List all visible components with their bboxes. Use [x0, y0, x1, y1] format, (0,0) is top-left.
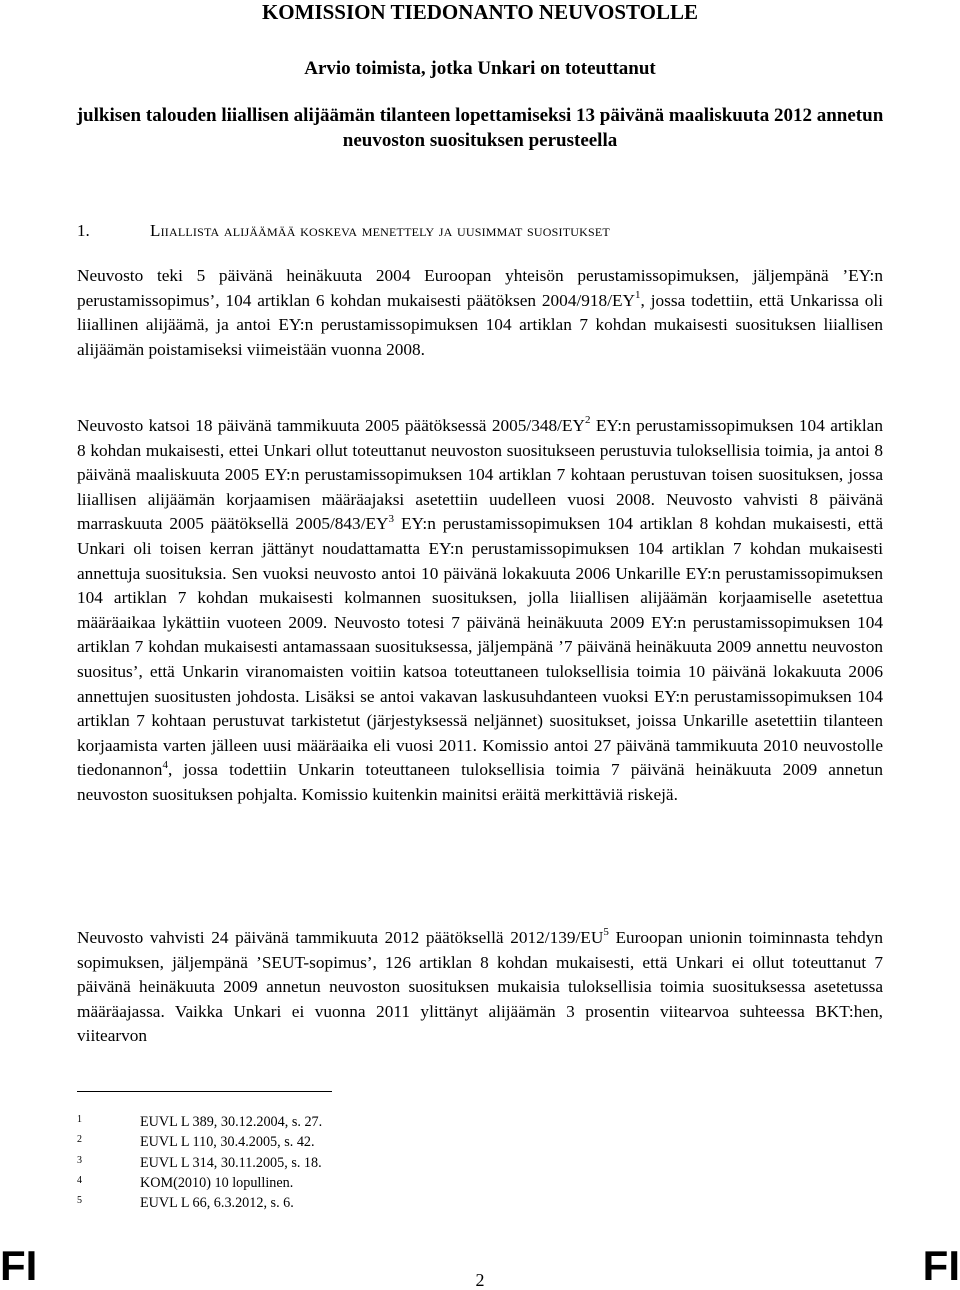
footnote-4	[77, 1175, 293, 1192]
footnote-number: 5	[77, 1195, 82, 1206]
footnote-ref[interactable]: 1	[635, 288, 641, 301]
footnote-text: EUVL L 314, 30.11.2005, s. 18.	[140, 1155, 322, 1171]
footnote-2	[77, 1134, 315, 1151]
footnote-5	[77, 1195, 294, 1212]
document-subtitle: Arvio toimista, jotka Unkari on toteuttanut	[304, 58, 656, 79]
paragraph-2	[77, 414, 883, 808]
footnote-text: EUVL L 66, 6.3.2012, s. 6.	[140, 1195, 294, 1211]
footnote-number: 1	[77, 1114, 82, 1125]
footnote-1	[77, 1114, 322, 1131]
language-code-right: FI	[922, 1242, 960, 1289]
document-subtitle-2: julkisen talouden liiallisen alijäämän tilanteen lopettamiseksi 13 päivänä maaliskuuta 2012 annetun neuvoston suosituksen perusteella	[76, 105, 884, 151]
page-number: 2	[475, 1270, 485, 1290]
footnote-ref[interactable]: 5	[603, 926, 609, 939]
footnote-separator	[77, 1091, 332, 1092]
paragraph-text: EY:n perustamissopimuksen 104 artiklan 8 kohdan mukaisesti, että Unkari oli toisen kerran jättänyt noudattamatta EY:n perustamissopimuksen 104 artiklan 7 kohdan mukaisesti annettuja suosituksia. Sen vuoksi neuvosto antoi 10 päivänä lokakuuta 2006 Unkarille EY:n perustamissopimuksen 104 artiklan 7 kohdan mukaisesti kolmannen suosituksen, jolla liiallisen alijäämän korjaamiselle asetettua määräaikaa lykättiin vuoteen 2009. Neuvosto totesi 7 päivänä heinäkuuta 2009 EY:n perustamissopimuksen 104 artiklan 7 kohdan mukaisesti antamassaan suosituksessa, jäljempänä ’7 päivänä heinäkuuta 2009 annettu neuvoston suositus’, että Unkarin viranomaisten voitiin katsoa toteuttaneen tuloksellisia toimia 10 päivänä lokakuuta 2006 annettujen suositusten johdosta. Lisäksi se antoi vakavan laskusuhdanteen vuoksi EY:n perustamissopimuksen 104 artiklan 7 kohtaan perustuvat tarkistetut (järjestyksessä neljännet) suositukset, joissa Unkarille asetettiin tilanteen korjaamista varten jälleen uusi määräaika eli vuosi 2011. Komissio antoi 27 päivänä tammikuuta 2010 neuvostolle tiedonannon	[77, 514, 883, 780]
footnote-ref[interactable]: 3	[388, 512, 395, 525]
footnote-text: EUVL L 110, 30.4.2005, s. 42.	[140, 1134, 315, 1150]
document-title: KOMISSION TIEDONANTO NEUVOSTOLLE	[261, 0, 699, 24]
section-title: Liiallista alijäämää koskeva menettely ja uusimmat suositukset	[150, 221, 610, 240]
paragraph-text: Neuvosto katsoi 18 päivänä tammikuuta 2005 päätöksessä 2005/348/EY	[77, 416, 585, 435]
paragraph-text: Neuvosto teki 5 päivänä heinäkuuta 2004 Euroopan yhteisön perustamissopimuksen, jäljempänä ’EY:n perustamissopimus’, 104 artiklan 6 kohdan mukaisesti päätöksen 2004/918/EY	[77, 266, 883, 310]
footnote-3	[77, 1155, 322, 1172]
paragraph-3	[77, 926, 883, 1049]
footnote-number: 4	[77, 1175, 82, 1186]
paragraph-1	[77, 264, 883, 362]
paragraph-text: , jossa todettiin, että Unkarissa oli liiallinen alijäämä, ja antoi EY:n perustamissopimuksen 104 artiklan 7 kohdan mukaisesti suosituksen liiallisen alijäämän poistamiseksi viimeistään vuonna 2008.	[77, 290, 883, 359]
paragraph-text: Neuvosto vahvisti 24 päivänä tammikuuta 2012 päätöksellä 2012/139/EU	[77, 928, 604, 947]
footnote-text: KOM(2010) 10 lopullinen.	[140, 1175, 294, 1191]
paragraph-text: EY:n perustamissopimuksen 104 artiklan 8 kohdan mukaisesti, ettei Unkari ollut toteuttanut neuvoston suositukseen perustuvia tuloksellisia toimia, ja antoi 8 päivänä maaliskuuta 2005 EY:n perustamissopimuksen 104 artiklan 7 kohtaan perustuvan toisen suosituksen, jossa liiallisen alijäämän korjaamisen määräajaksi asetettiin uudelleen vuosi 2008. Neuvosto vahvisti 8 päivänä marraskuuta 2005 päätöksellä 2005/843/EY	[77, 416, 883, 534]
section-number: 1.	[77, 221, 90, 240]
footnote-ref[interactable]: 2	[584, 414, 591, 427]
footnote-ref[interactable]: 4	[162, 758, 168, 771]
paragraph-text: , jossa todettiin Unkarin toteuttaneen tuloksellisia toimia 7 päivänä heinäkuuta 2009 annetun neuvoston suosituksen pohjalta. Komissio kuitenkin mainitsi eräitä merkittäviä riskejä.	[77, 760, 883, 804]
section-heading	[77, 220, 907, 242]
footnote-number: 2	[77, 1134, 82, 1145]
language-code-left: FI	[0, 1242, 38, 1289]
paragraph-text: Euroopan unionin toiminnasta tehdyn sopimuksen, jäljempänä ’SEUT-sopimus’, 126 artiklan 8 kohdan mukaisesti, että Unkari ei ollut toteuttanut 7 päivänä heinäkuuta 2009 annetun neuvoston suosituksen mukaisia tuloksellisia toimia suosituksessa asetetussa määräajassa. Vaikka Unkari ei vuonna 2011 ylittänyt alijäämän 3 prosentin viitearvoa suhteessa BKT:hen, viitearvon	[77, 928, 883, 1046]
footnote-number: 3	[77, 1155, 82, 1166]
footnote-text: EUVL L 389, 30.12.2004, s. 27.	[140, 1114, 323, 1130]
